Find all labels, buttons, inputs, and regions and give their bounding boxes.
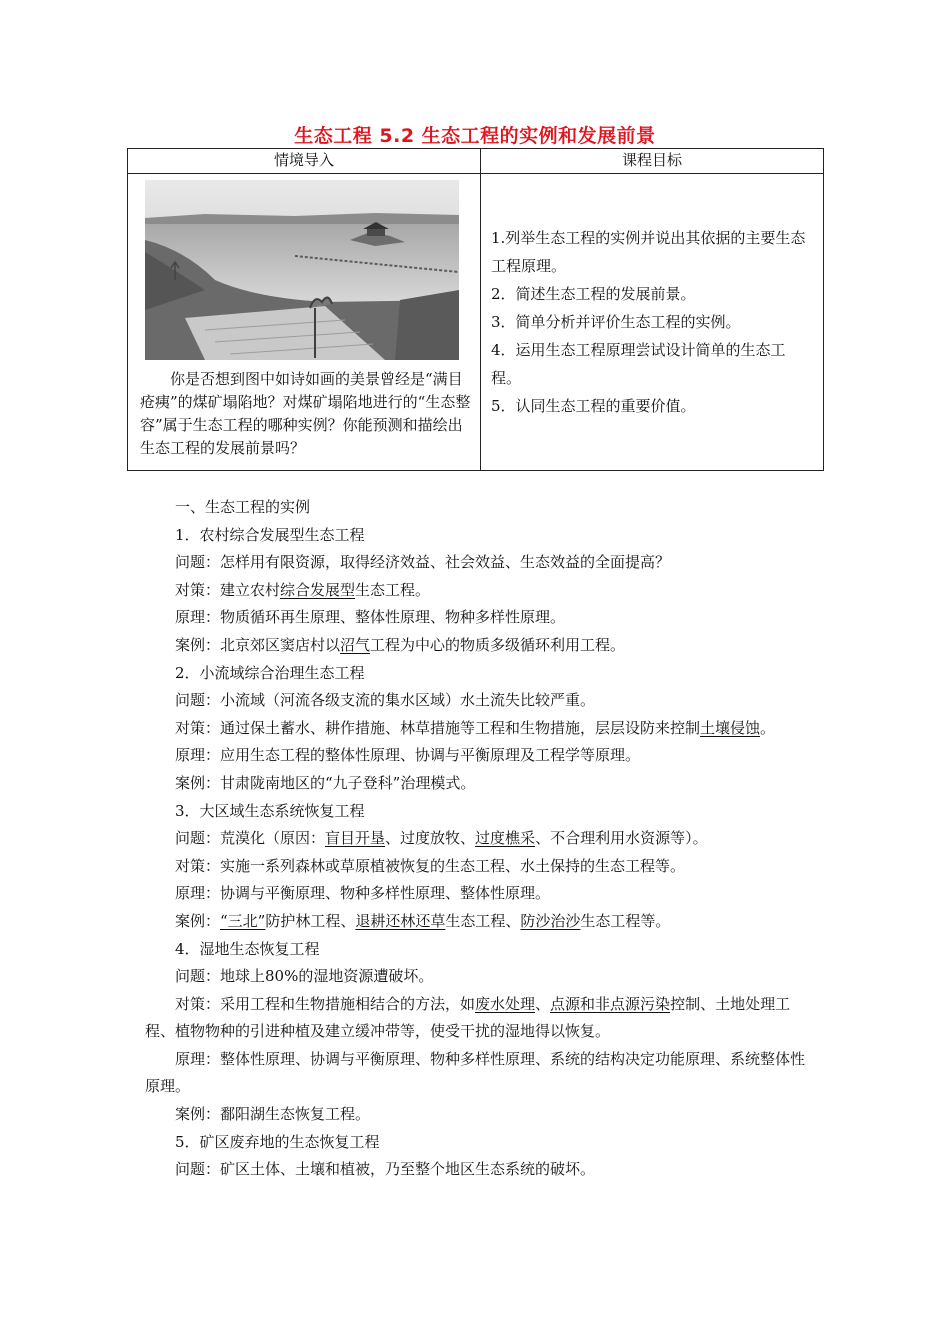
- goals-cell: [481, 174, 824, 471]
- subsection-heading: 1．农村综合发展型生态工程: [175, 525, 365, 544]
- strategy-text: 对策：采用工程和生物措施相结合的方法，如废水处理、点源和非点源污染控制、土地处理工程、植物物种的引进种植及建立缓冲带等，使受干扰的湿地得以恢复。: [145, 994, 791, 1041]
- problem-text: 问题：矿区土体、土壤和植被，乃至整个地区生态系统的破坏。: [175, 1160, 596, 1179]
- situation-cell: [128, 174, 481, 471]
- principle-text: 原理：协调与平衡原理、物种多样性原理、整体性原理。: [175, 884, 551, 903]
- strategy-text: 对策：实施一系列森林或草原植被恢复的生态工程、水土保持的生态工程等。: [175, 856, 686, 875]
- page-title: 生态工程 5.2 生态工程的实例和发展前景: [294, 125, 656, 147]
- lake-photo: [145, 180, 459, 360]
- example-text: 案例：北京郊区窦店村以沼气工程为中心的物质多级循环利用工程。: [175, 635, 626, 654]
- subsection-heading: 3．大区域生态系统恢复工程: [175, 801, 365, 820]
- problem-text: 问题：地球上80%的湿地资源遭破坏。: [175, 967, 434, 986]
- goal-item: 5．认同生态工程的重要价值。: [491, 397, 696, 415]
- subsection-heading: 5．矿区废弃地的生态恢复工程: [175, 1132, 380, 1151]
- problem-text: 问题：荒漠化（原因：盲目开垦、过度放牧、过度樵采、不合理利用水资源等）。: [175, 829, 708, 848]
- subsection-heading: 2．小流域综合治理生态工程: [175, 663, 365, 682]
- intro-table: [127, 148, 824, 471]
- example-text: 案例：鄱阳湖生态恢复工程。: [175, 1105, 371, 1124]
- goal-item: 4．运用生态工程原理尝试设计简单的生态工程。: [491, 341, 786, 387]
- strategy-text: 对策：通过保土蓄水、耕作措施、林草措施等工程和生物措施，层层设防来控制土壤侵蚀。: [175, 718, 776, 737]
- situation-text: 你是否想到图中如诗如画的美景曾经是“满目疮痍”的煤矿塌陷地？对煤矿塌陷地进行的“生态整容”属于生态工程的哪种实例？你能预测和描绘出生态工程的发展前景吗？: [140, 370, 471, 457]
- section-heading: 一、生态工程的实例: [175, 498, 311, 516]
- goals-list: [481, 174, 823, 420]
- goal-item: 3．简单分析并评价生态工程的实例。: [491, 313, 741, 331]
- problem-text: 问题：怎样用有限资源，取得经济效益、社会效益、生态效益的全面提高？: [175, 553, 671, 572]
- content-body: [145, 494, 810, 1184]
- principle-text: 原理：整体性原理、协调与平衡原理、物种多样性原理、系统的结构决定功能原理、系统整体性原理。: [145, 1049, 806, 1096]
- principle-text: 原理：物质循环再生原理、整体性原理、物种多样性原理。: [175, 608, 566, 627]
- situation-header: 情境导入: [128, 149, 481, 174]
- example-text: 案例：“三北”防护林工程、退耕还林还草生态工程、防沙治沙生态工程等。: [175, 911, 671, 930]
- problem-text: 问题：小流域（河流各级支流的集水区域）水土流失比较严重。: [175, 691, 596, 710]
- example-text: 案例：甘肃陇南地区的“九子登科”治理模式。: [175, 773, 476, 792]
- goal-item: 1.列举生态工程的实例并说出其依据的主要生态工程原理。: [491, 229, 806, 275]
- goals-header: 课程目标: [481, 149, 824, 174]
- principle-text: 原理：应用生态工程的整体性原理、协调与平衡原理及工程学等原理。: [175, 746, 641, 765]
- strategy-text: 对策：建立农村综合发展型生态工程。: [175, 580, 431, 599]
- goal-item: 2．简述生态工程的发展前景。: [491, 285, 696, 303]
- subsection-heading: 4．湿地生态恢复工程: [175, 939, 320, 958]
